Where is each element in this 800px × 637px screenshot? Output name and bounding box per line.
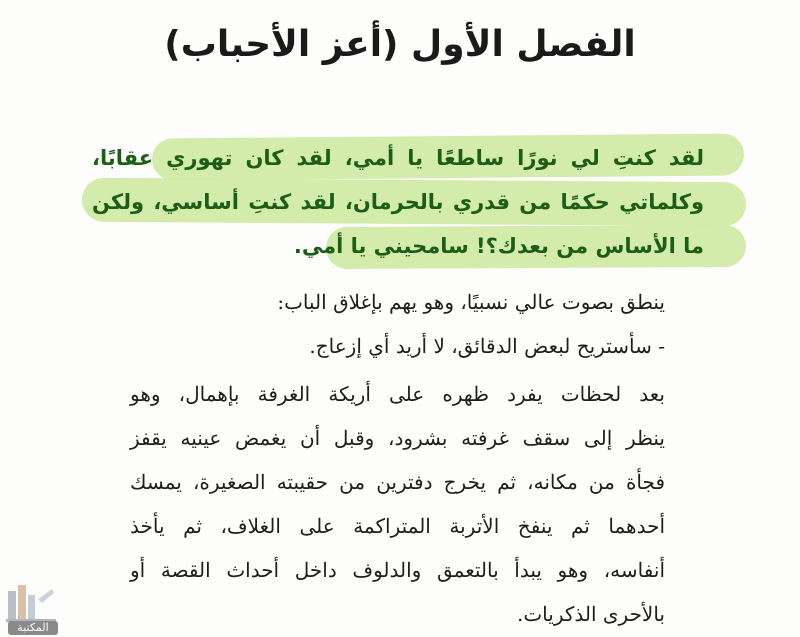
quote-line: وكلماتي حكمًا من قدري بالحرمان، لقد كنتِ أساسي، ولكن xyxy=(92,190,704,214)
highlighted-quote xyxy=(70,128,750,274)
body-line: ينطق بصوت عالي نسبيًا، وهو يهم بإغلاق الباب: xyxy=(277,290,665,314)
body-line: بعد لحظات يفرد ظهره على أريكة الغرفة بإهمال، وهو xyxy=(130,382,665,406)
body-line: ينظر إلى سقف غرفته بشرود، وقبل أن يغمض عينيه يقفز xyxy=(130,426,665,450)
body-line: بالأحرى الذكريات. xyxy=(516,602,665,626)
quote-line: لقد كنتِ لي نورًا ساطعًا يا أمي، لقد كان تهوري عقابًا، xyxy=(92,146,704,170)
watermark-label: المكتبة xyxy=(8,621,58,635)
library-logo-icon xyxy=(2,577,60,623)
body-line: أحدهما ثم ينفخ الأتربة المتراكمة على الغلاف، ثم يأخذ xyxy=(130,514,665,538)
chapter-title: الفصل الأول (أعز الأحباب) xyxy=(164,24,636,65)
body-line: أنفاسه، وهو يبدأ بالتعمق والدلوف داخل أحداث القصة أو xyxy=(130,558,665,582)
body-line: - سأستريح لبعض الدقائق، لا أريد أي إزعاج. xyxy=(309,334,665,358)
body-line: فجأة من مكانه، ثم يخرج دفترين من حقيبته الصغيرة، يمسك xyxy=(130,470,665,494)
quote-text xyxy=(92,136,704,268)
library-watermark xyxy=(2,577,60,635)
body-text xyxy=(130,280,665,636)
quote-line: ما الأساس من بعدك؟! سامحيني يا أمي. xyxy=(293,234,704,258)
